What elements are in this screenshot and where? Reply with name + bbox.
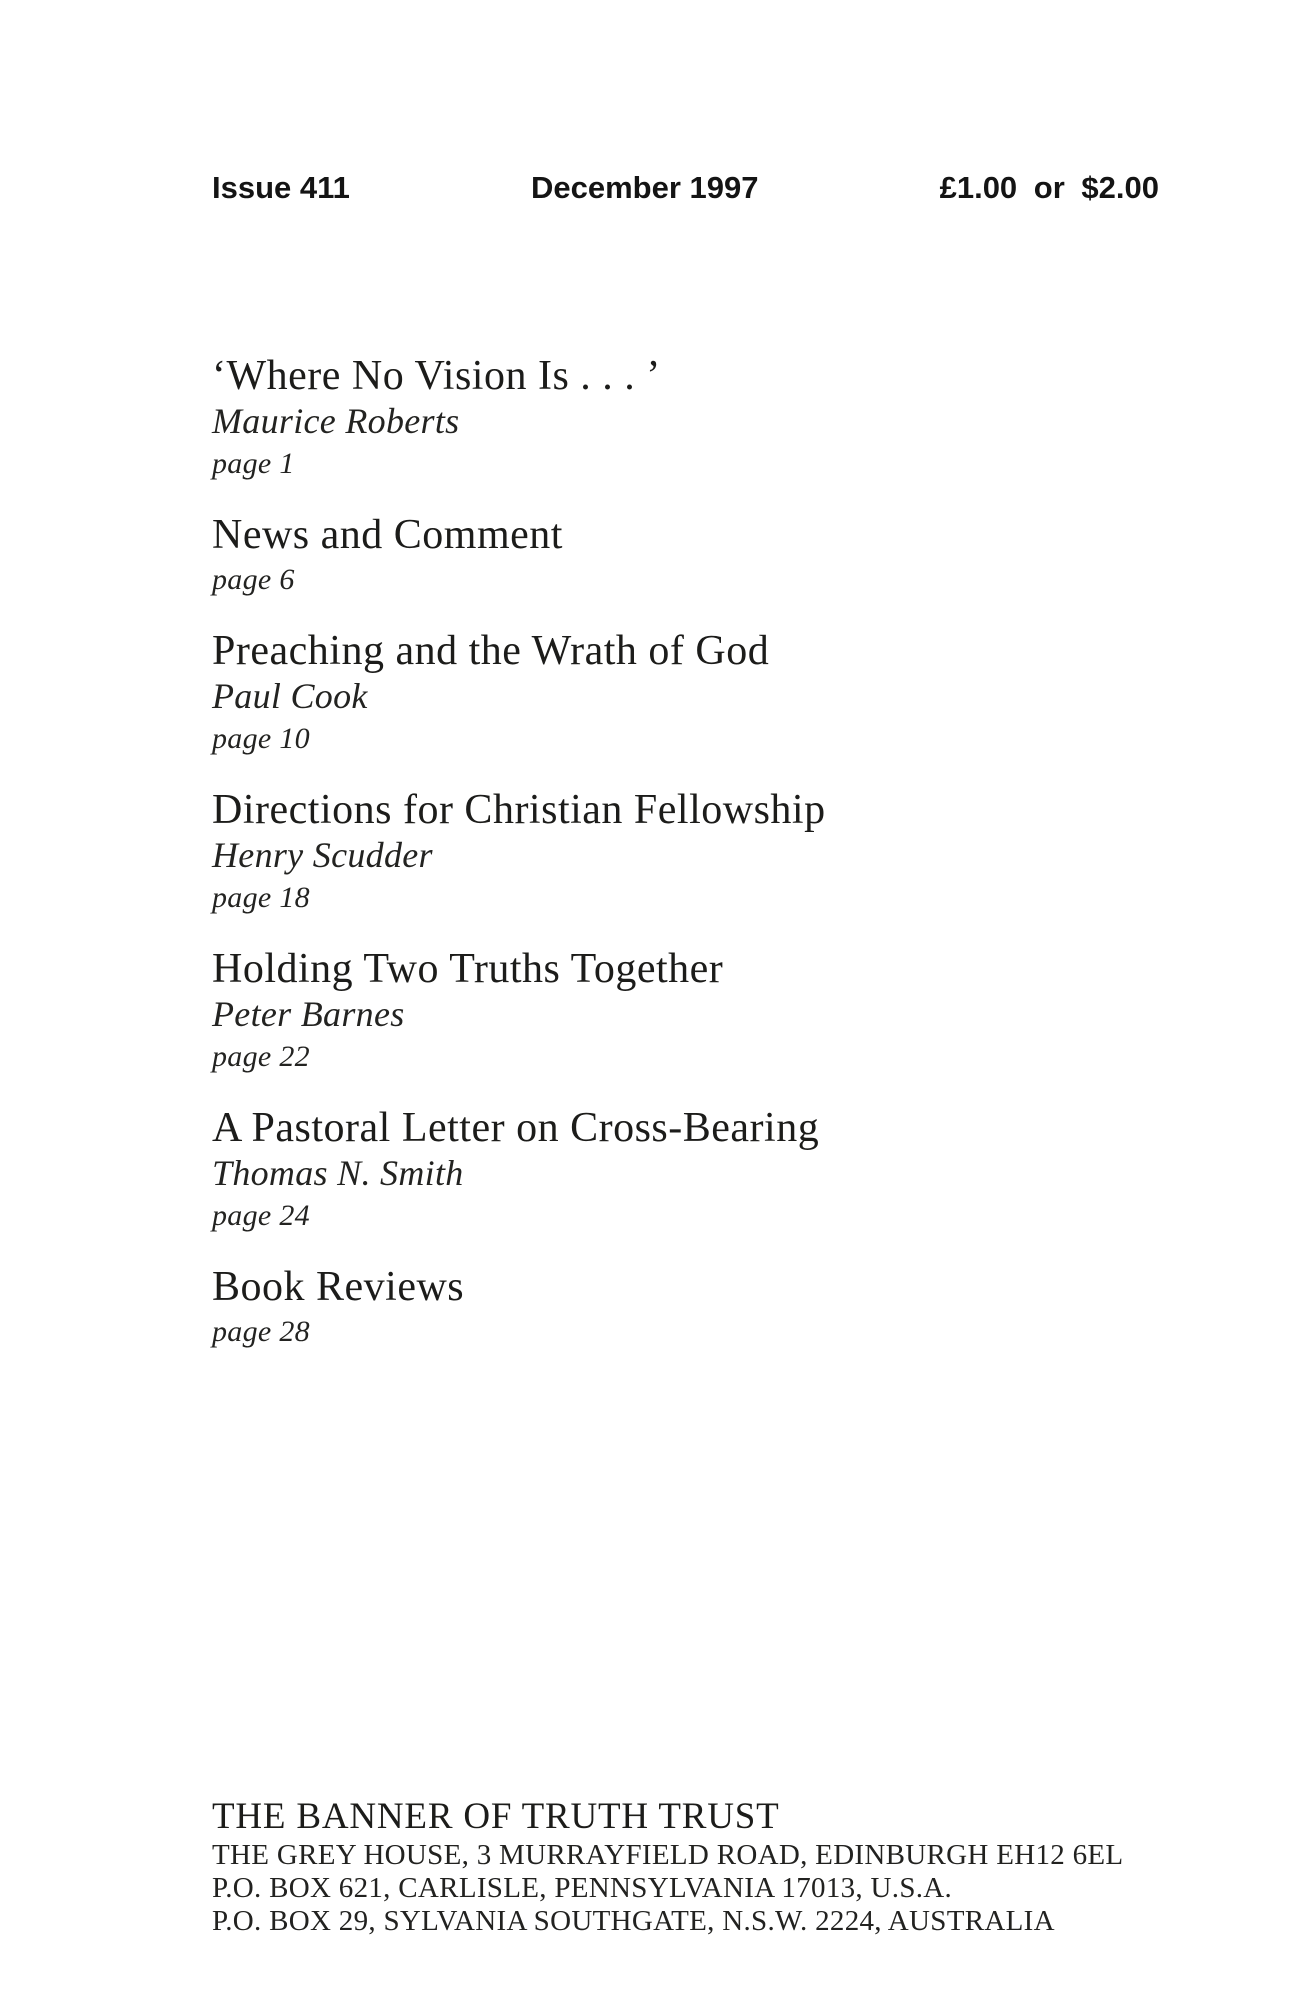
issue-number: Issue 411: [212, 170, 350, 205]
article-title: ‘Where No Vision Is . . . ’: [212, 353, 661, 399]
article-author: Thomas N. Smith: [212, 1153, 464, 1193]
table-of-contents: [212, 352, 1112, 1379]
publisher-address-line: P.O. BOX 29, SYLVANIA SOUTHGATE, N.S.W. 2224, AUSTRALIA: [212, 1905, 1055, 1937]
article-author: Peter Barnes: [212, 994, 405, 1034]
article-page-ref: page 28: [212, 1315, 310, 1348]
article-title: Holding Two Truths Together: [212, 946, 724, 992]
publisher-address-line: P.O. BOX 621, CARLISLE, PENNSYLVANIA 17013, U.S.A.: [212, 1872, 953, 1904]
article-author: Paul Cook: [212, 676, 368, 716]
toc-entry: [212, 1104, 1112, 1236]
toc-entry: [212, 786, 1112, 918]
article-title: News and Comment: [212, 512, 563, 558]
article-title: Preaching and the Wrath of God: [212, 628, 770, 674]
article-page-ref: page 18: [212, 881, 310, 914]
toc-entry: [212, 1263, 1112, 1352]
toc-entry: [212, 945, 1112, 1077]
article-title: A Pastoral Letter on Cross-Bearing: [212, 1105, 820, 1151]
publisher-name: THE BANNER OF TRUTH TRUST: [212, 1796, 780, 1837]
article-page-ref: page 6: [212, 563, 295, 596]
article-page-ref: page 1: [212, 447, 295, 480]
publisher-addresses: [212, 1839, 1212, 1938]
toc-entry: [212, 627, 1112, 759]
article-title: Directions for Christian Fellowship: [212, 787, 826, 833]
article-title: Book Reviews: [212, 1264, 465, 1310]
article-author: Maurice Roberts: [212, 401, 460, 441]
publisher-address-line: THE GREY HOUSE, 3 MURRAYFIELD ROAD, EDINBURGH EH12 6EL: [212, 1839, 1124, 1871]
article-page-ref: page 24: [212, 1199, 310, 1232]
article-page-ref: page 10: [212, 722, 310, 755]
article-author: Henry Scudder: [212, 835, 433, 875]
toc-entry: [212, 352, 1112, 484]
toc-entry: [212, 511, 1112, 600]
issue-date: December 1997: [531, 170, 759, 205]
masthead: [212, 170, 1159, 206]
issue-price: £1.00 or $2.00: [939, 170, 1159, 205]
publisher-imprint: [212, 1795, 1212, 1938]
article-page-ref: page 22: [212, 1040, 310, 1073]
